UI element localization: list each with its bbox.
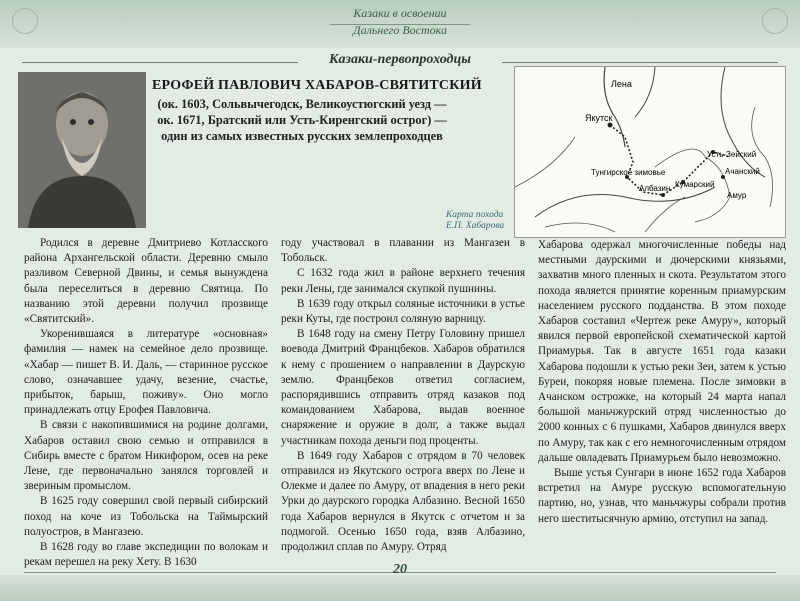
text-column-3 <box>538 238 786 527</box>
paragraph: году участвовал в плавании из Мангазеи в Тобольск. <box>281 237 525 265</box>
expedition-map <box>514 66 786 238</box>
map-label: Амур <box>727 191 747 200</box>
paragraph: В 1649 году Хабаров с отрядом в 70 человек отправился из Якутского острога вверх по Лене и Олекме и далее по Амуру, от впадения в него реки Урки до даурского городка Албазино. Весной 1650 года Хабаров вернулся в Якутск с отчетом и за подмогой. Осенью 1650 года, взяв Албазино, продолжил сплав по Амуру. Отряд <box>281 449 525 554</box>
map-caption-line: Карта похода <box>446 210 504 220</box>
paragraph: В связи с накопившимися на родине долгами, Хабаров оставил свою семью и отправился в Сибирь вместе с братом Никифором, осев на реке Лене, где первоначально занялся торговлей и звериным промыслом. <box>24 419 268 493</box>
map-caption <box>446 210 516 232</box>
ornament-right <box>762 8 788 34</box>
page-number: 20 <box>393 562 407 577</box>
paragraph: Выше устья Сунгари в июне 1652 года Хабаров встретил на Амуре русскую вспомогательную партию, но, узнав, что маньчжуры собрали против него шеститысячную армию, отступил на запад. <box>538 467 786 525</box>
person-dates <box>152 96 452 144</box>
map-label: Албазин <box>639 184 671 193</box>
text-column-1 <box>24 236 268 570</box>
paragraph: В 1648 году на смену Петру Головину пришел воевода Дмитрий Францбеков. Хабаров обратился к нему с прошением о направлении в Даурскую землю. Францбеков ответил согласием, распорядившись отправить отряд казаков под командованием Хабарова, выдав военное снаряжение и оружие в долг, а также выдал участникам похода деньги под проценты. <box>281 328 525 447</box>
person-name: ЕРОФЕЙ ПАВЛОВИЧ ХАБАРОВ-СВЯТИТСКИЙ <box>152 78 482 93</box>
text-column-2 <box>281 236 525 555</box>
map-label: Кумарский <box>675 180 715 189</box>
paragraph: Родился в деревне Дмитриево Котласского района Архангельской области. Деревню смыло разливом Северной Двины, и семья вынуждена была переселиться в деревню Святица. По названию этой деревни получил прозвище «Святитский». <box>24 237 268 326</box>
dates-line: один из самых известных русских землепроходцев <box>161 129 443 143</box>
running-header <box>330 4 470 44</box>
section-rule-left <box>22 62 298 63</box>
map-graphic <box>515 67 785 237</box>
paragraph: В 1625 году совершил свой первый сибирский поход на коче из Тобольска на Таймырский полуостров, в Мангазею. <box>24 495 268 538</box>
paragraph: Укоренившаяся в литературе «основная» фамилия — намек на семейное дело прозвище. «Хабар — пишет В. И. Даль, — старинное русское слово, означавшее удачу, везение, счастье, прибыток, барыш, поживу». Оно могло принадлежать отцу Ерофея Павловича. <box>24 328 268 417</box>
bust-illustration <box>18 72 146 228</box>
section-title: Казаки-первопроходцы <box>329 52 471 67</box>
map-label: Лена <box>611 79 632 89</box>
dates-line: (ок. 1603, Сольвычегодск, Великоустюгский уезд — <box>157 97 447 111</box>
paragraph: В 1639 году открыл соляные источники в устье реки Куты, где построил соляную варницу. <box>281 297 525 326</box>
map-label: Усть-Зейский <box>707 150 757 159</box>
footer-band <box>0 575 800 601</box>
map-label: Якутск <box>585 113 613 123</box>
paragraph: С 1632 года жил в районе верхнего течения реки Лены, где занимался скупкой пушнины. <box>281 267 525 295</box>
paragraph: Хабарова одержал многочисленные победы над местными даурскими и дючерскими князьями, захватив много пленных и скота. Результатом этого похода является принятие коренным приамурским населением русского подданства. В этом походе Хабаров составил «Чертеж реке Амуру», который явился первой европейской схематической картой Приамурья. Так в августе 1651 года казаки Хабарова подошли к устью реки Зеи, затем к устью Буреи, покоряя новые племена. После зимовки в Ачанском острожке, на который 24 марта напал большой маньчжурский отряд численностью до 2000 конных с 6 пушками, Хабаров двинулся вверх по Амуру, так как с его немногочисленным отрядом дальше овладевать Приамурьем было невозможно. <box>538 239 786 464</box>
section-rule-right <box>502 62 778 63</box>
ornament-left <box>12 8 38 34</box>
map-label: Тунгирское зимовье <box>591 168 666 177</box>
dates-line: ок. 1671, Братский или Усть-Киренгский острог) — <box>157 113 447 127</box>
map-label: Ачанский <box>725 167 760 176</box>
running-header-line2: Дальнего Востока <box>353 23 447 37</box>
portrait-bust-image <box>18 72 146 228</box>
running-header-line1: Казаки в освоении <box>353 6 447 20</box>
map-caption-line: Е.П. Хабарова <box>446 221 505 231</box>
paragraph: В 1628 году во главе экспедиции по волокам и рекам перешел на реку Хету. В 1630 <box>24 541 268 569</box>
header-rule <box>330 24 470 25</box>
